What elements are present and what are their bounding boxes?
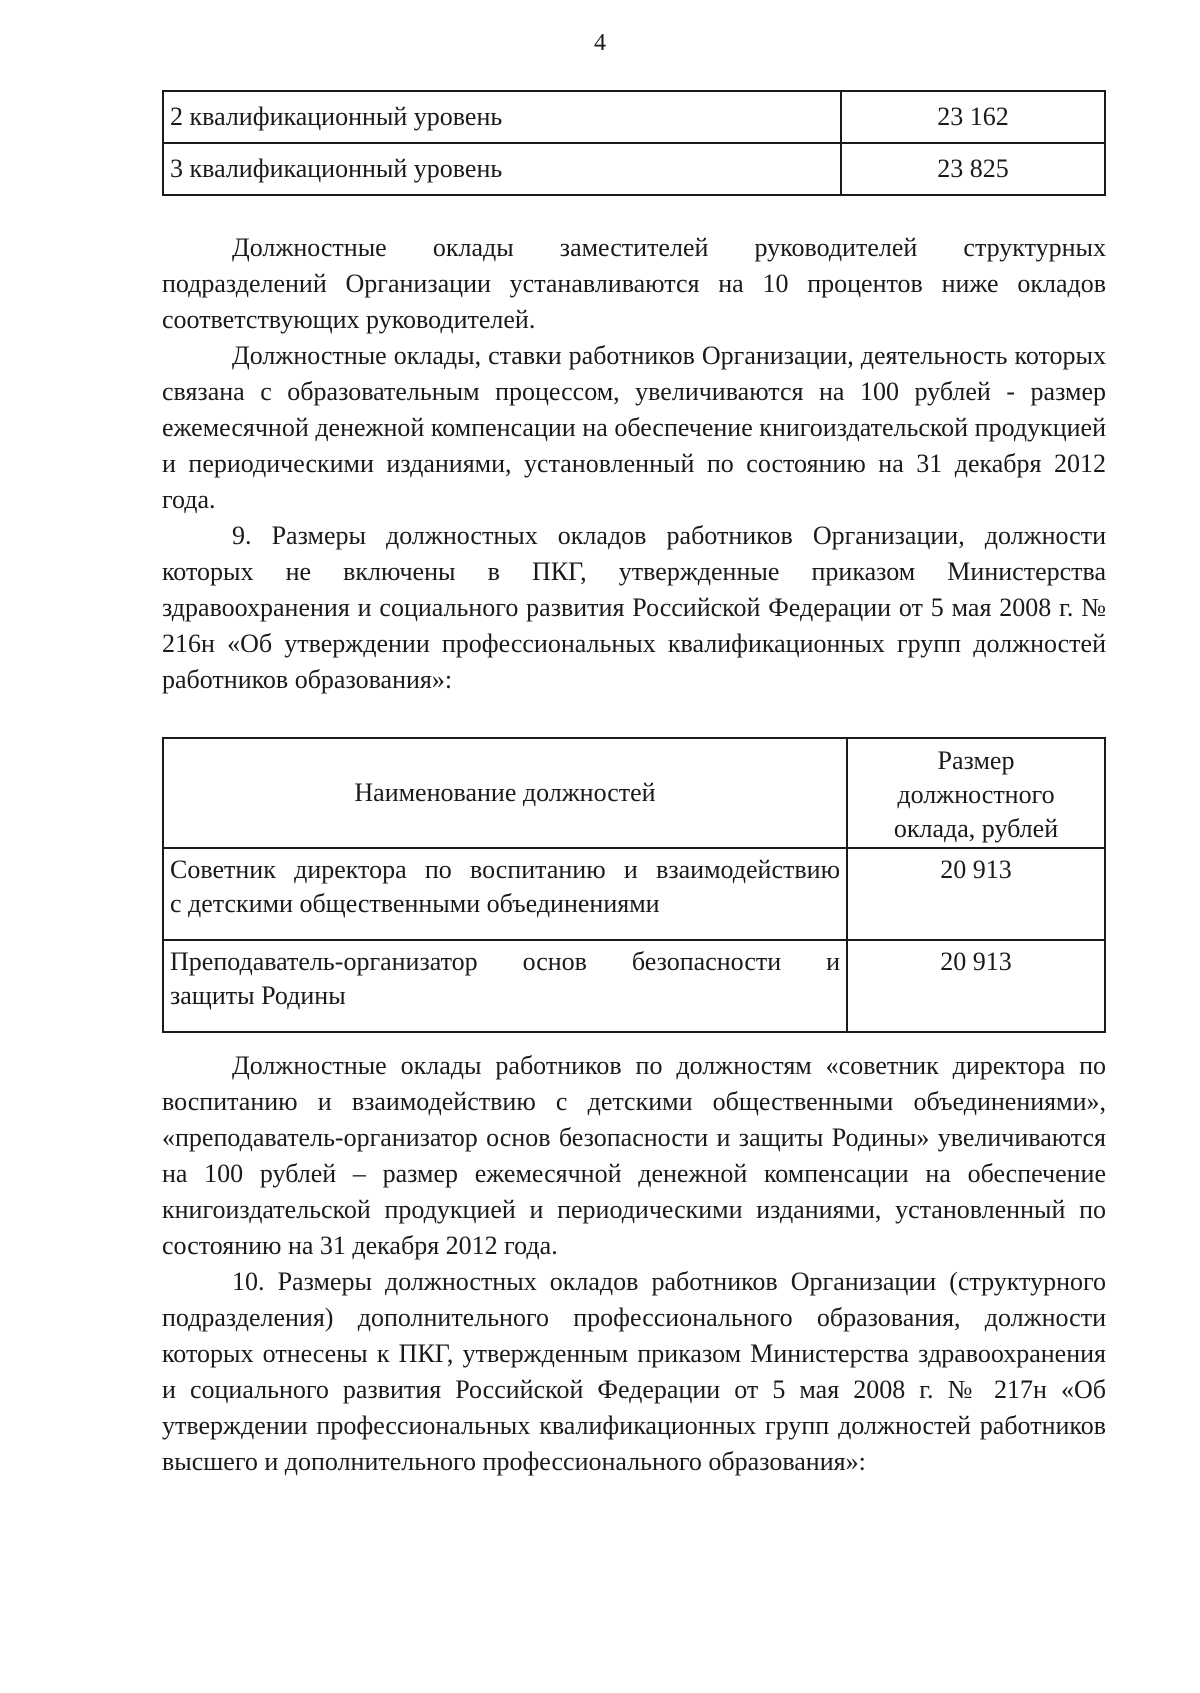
position-name-line: защиты Родины	[170, 981, 346, 1010]
header-salary-line: Размер	[937, 746, 1015, 775]
text-block-upper	[162, 230, 1106, 698]
paragraph-advisor-compensation: Должностные оклады работников по должностям «советник директора по воспитанию и взаимодействию с детскими общественными объединениями», «преподаватель-организатор основ безопасности и защиты Родины» увеличиваются на 100 рублей – размер ежемесячной денежной компенсации на обеспечение книгоиздательской продукцией и периодическими изданиями, установленный по состоянию на 31 декабря 2012 года.	[162, 1051, 1106, 1260]
table-row	[163, 91, 1105, 143]
table-row	[163, 143, 1105, 195]
paragraph-item-10: 10. Размеры должностных окладов работников Организации (структурного подразделения) дополнительного профессионального образования, должности которых отнесены к ПКГ, утвержденным приказом Министерства здравоохранения и социального развития Российской Федерации от 5 мая 2008 г. № 217н «Об утверждении профессиональных квалификационных групп должностей работников высшего и дополнительного профессионального образования»:	[162, 1267, 1106, 1476]
table-row	[163, 940, 1105, 1032]
level-name-cell: 2 квалификационный уровень	[163, 91, 841, 143]
paragraph-deputy-salaries: Должностные оклады заместителей руководителей структурных подразделений Организации устанавливаются на 10 процентов ниже окладов соответствующих руководителей.	[162, 233, 1106, 334]
paragraph-compensation: Должностные оклады, ставки работников Организации, деятельность которых связана с образовательным процессом, увеличиваются на 100 рублей - размер ежемесячной денежной компенсации на обеспечение книгоиздательской продукцией и периодическими изданиями, установленный по состоянию на 31 декабря 2012 года.	[162, 341, 1106, 514]
positions-salary-table	[162, 737, 1106, 1033]
salary-cell: 20 913	[847, 940, 1105, 1032]
paragraph-item-9: 9. Размеры должностных окладов работников Организации, должности которых не включены в ПКГ, утвержденные приказом Министерства здравоохранения и социального развития Российской Федерации от 5 мая 2008 г. № 216н «Об утверждении профессиональных квалификационных групп должностей работников образования»:	[162, 521, 1106, 694]
page-number: 4	[594, 30, 606, 56]
level-name-cell: 3 квалификационный уровень	[163, 143, 841, 195]
table-row	[163, 848, 1105, 940]
text-block-lower	[162, 1048, 1106, 1480]
position-name-line: Преподаватель-организатор основ безопасности и	[170, 947, 840, 976]
position-name-line: Советник директора по воспитанию и взаимодействию	[170, 855, 840, 884]
salary-cell: 23 162	[841, 91, 1105, 143]
table-header-row	[163, 738, 1105, 848]
salary-cell: 23 825	[841, 143, 1105, 195]
header-salary-line: оклада, рублей	[893, 814, 1059, 843]
qualification-level-table	[162, 90, 1106, 196]
position-name-cell	[163, 848, 847, 940]
header-salary-line: должностного	[897, 780, 1055, 809]
salary-cell: 20 913	[847, 848, 1105, 940]
position-name-line: с детскими общественными объединениями	[170, 889, 660, 918]
header-position-name: Наименование должностей	[163, 738, 847, 848]
header-salary	[847, 738, 1105, 848]
position-name-cell	[163, 940, 847, 1032]
